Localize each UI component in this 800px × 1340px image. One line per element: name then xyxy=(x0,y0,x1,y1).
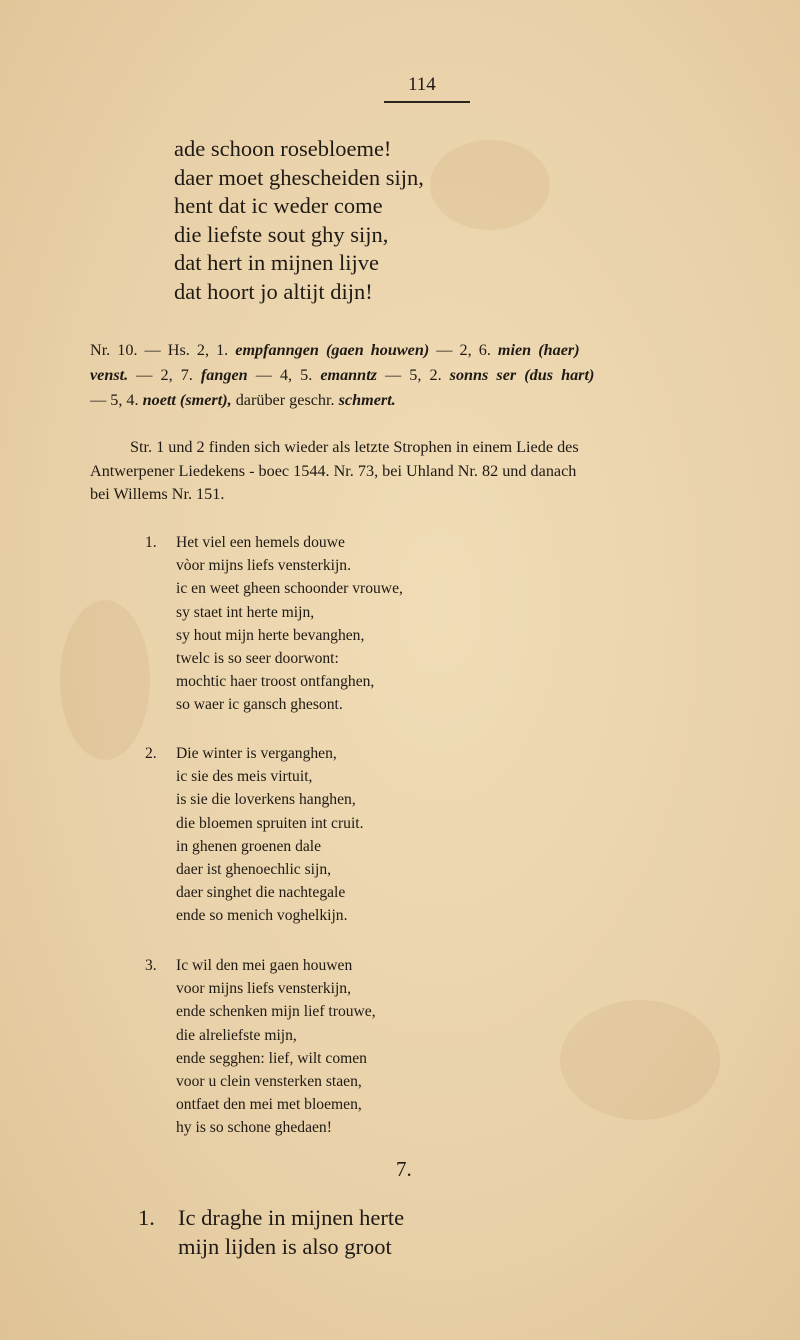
verse-line: die liefste sout ghy sijn, xyxy=(174,221,389,247)
verse-line: mochtic haer troost ontfanghen, xyxy=(176,673,375,691)
note-text: darüber geschr. xyxy=(231,391,339,409)
verse-line: hent dat ic weder come xyxy=(174,193,383,218)
note-variant: schmert. xyxy=(338,391,396,409)
note-text: — 5, 4. xyxy=(90,391,143,409)
note-variant: empfanngen (gaen houwen) xyxy=(235,341,430,359)
verse-line: ic en weet gheen schoonder vrouwe, xyxy=(176,580,403,598)
verse-line: ende so menich voghelkijn. xyxy=(176,907,348,925)
paragraph-line: Antwerpener Liedekens - boec 1544. Nr. 73, bei Uhland Nr. 82 und danach xyxy=(90,461,577,480)
verse-line: ontfaet den mei met bloemen, xyxy=(176,1096,362,1114)
note-line xyxy=(90,338,765,363)
poem-bottom xyxy=(138,1203,404,1261)
verse-line: die alreliefste mijn, xyxy=(176,1026,297,1044)
verse-line: sy hout mijn herte bevanghen, xyxy=(176,626,365,644)
verse-line: dat hoort jo altijt dijn! xyxy=(174,278,373,304)
verse-line: Het viel een hemels douwe xyxy=(176,534,345,551)
note-variant: venst. xyxy=(90,366,129,384)
paragraph-line: bei Willems Nr. 151. xyxy=(90,485,225,503)
page-number: 114 xyxy=(408,74,436,95)
note-text: Nr. 10. — Hs. 2, 1. xyxy=(90,341,236,359)
note-variant: mien (haer) xyxy=(497,341,580,359)
verse-line: dat hert in mijnen lijve xyxy=(174,250,379,275)
verse-line: so waer ic gansch ghesont. xyxy=(176,696,343,714)
verse-line: is sie die loverkens hanghen, xyxy=(176,791,356,809)
section-number: 7. xyxy=(396,1157,412,1181)
verse-line: voor mijns liefs vensterkijn, xyxy=(176,980,351,998)
note-variant: noett (smert), xyxy=(142,391,232,409)
note-text: — 2, 7. xyxy=(128,366,201,384)
verse-line: twelc is so seer doorwont: xyxy=(176,650,339,668)
paper-stain xyxy=(60,600,150,760)
verse-line: ende schenken mijn lief trouwe, xyxy=(176,1003,376,1021)
stanza-2 xyxy=(145,742,364,928)
verse-line: daer singhet die nachtegale xyxy=(176,884,346,902)
verse-line: ic sie des meis virtuit, xyxy=(176,768,313,786)
stanza-1 xyxy=(145,531,403,717)
note-text: — 2, 6. xyxy=(429,341,498,359)
verse-line: daer ist ghenoechlic sijn, xyxy=(176,861,332,879)
verse-line: Die winter is verganghen, xyxy=(176,745,337,762)
note-variant: emanntz xyxy=(320,366,377,384)
verse-line: Ic wil den mei gaen houwen xyxy=(176,957,353,974)
verse-line: die bloemen spruiten int cruit. xyxy=(176,814,364,832)
paper-stain xyxy=(430,140,550,230)
verse-line: vòor mijns liefs vensterkijn. xyxy=(176,557,351,575)
page-number-rule xyxy=(384,101,470,103)
poem-top xyxy=(174,135,424,306)
note-line xyxy=(90,388,765,413)
verse-line: voor u clein vensterken staen, xyxy=(176,1073,362,1091)
verse-line: mijn lijden is also groot xyxy=(178,1234,392,1259)
verse-line: hy is so schone ghedaen! xyxy=(176,1119,332,1137)
note-line xyxy=(90,363,765,388)
stanza-number: 1. xyxy=(138,1205,155,1230)
paper-stain xyxy=(560,1000,720,1120)
verse-line: in ghenen groenen dale xyxy=(176,837,322,855)
stanza-3 xyxy=(145,954,376,1140)
verse-line: Ic draghe in mijnen herte xyxy=(178,1205,405,1230)
note-variant: sonns ser (dus hart) xyxy=(449,366,595,384)
verse-line: daer moet ghescheiden sijn, xyxy=(174,164,424,190)
textual-notes xyxy=(90,338,765,413)
stanza-number: 3. xyxy=(145,957,157,974)
stanza-number: 1. xyxy=(145,534,157,551)
stanza-number: 2. xyxy=(145,745,157,762)
verse-line: sy staet int herte mijn, xyxy=(176,603,315,621)
verse-line: ade schoon rosebloeme! xyxy=(174,136,392,161)
note-variant: fangen xyxy=(200,366,248,384)
note-text: — 5, 2. xyxy=(377,366,450,384)
commentary-paragraph xyxy=(90,436,765,507)
note-text: — 4, 5. xyxy=(247,366,321,384)
paragraph-line: Str. 1 und 2 finden sich wieder als letzte Strophen in einem Liede des xyxy=(130,438,579,456)
verse-line: ende segghen: lief, wilt comen xyxy=(176,1049,367,1067)
